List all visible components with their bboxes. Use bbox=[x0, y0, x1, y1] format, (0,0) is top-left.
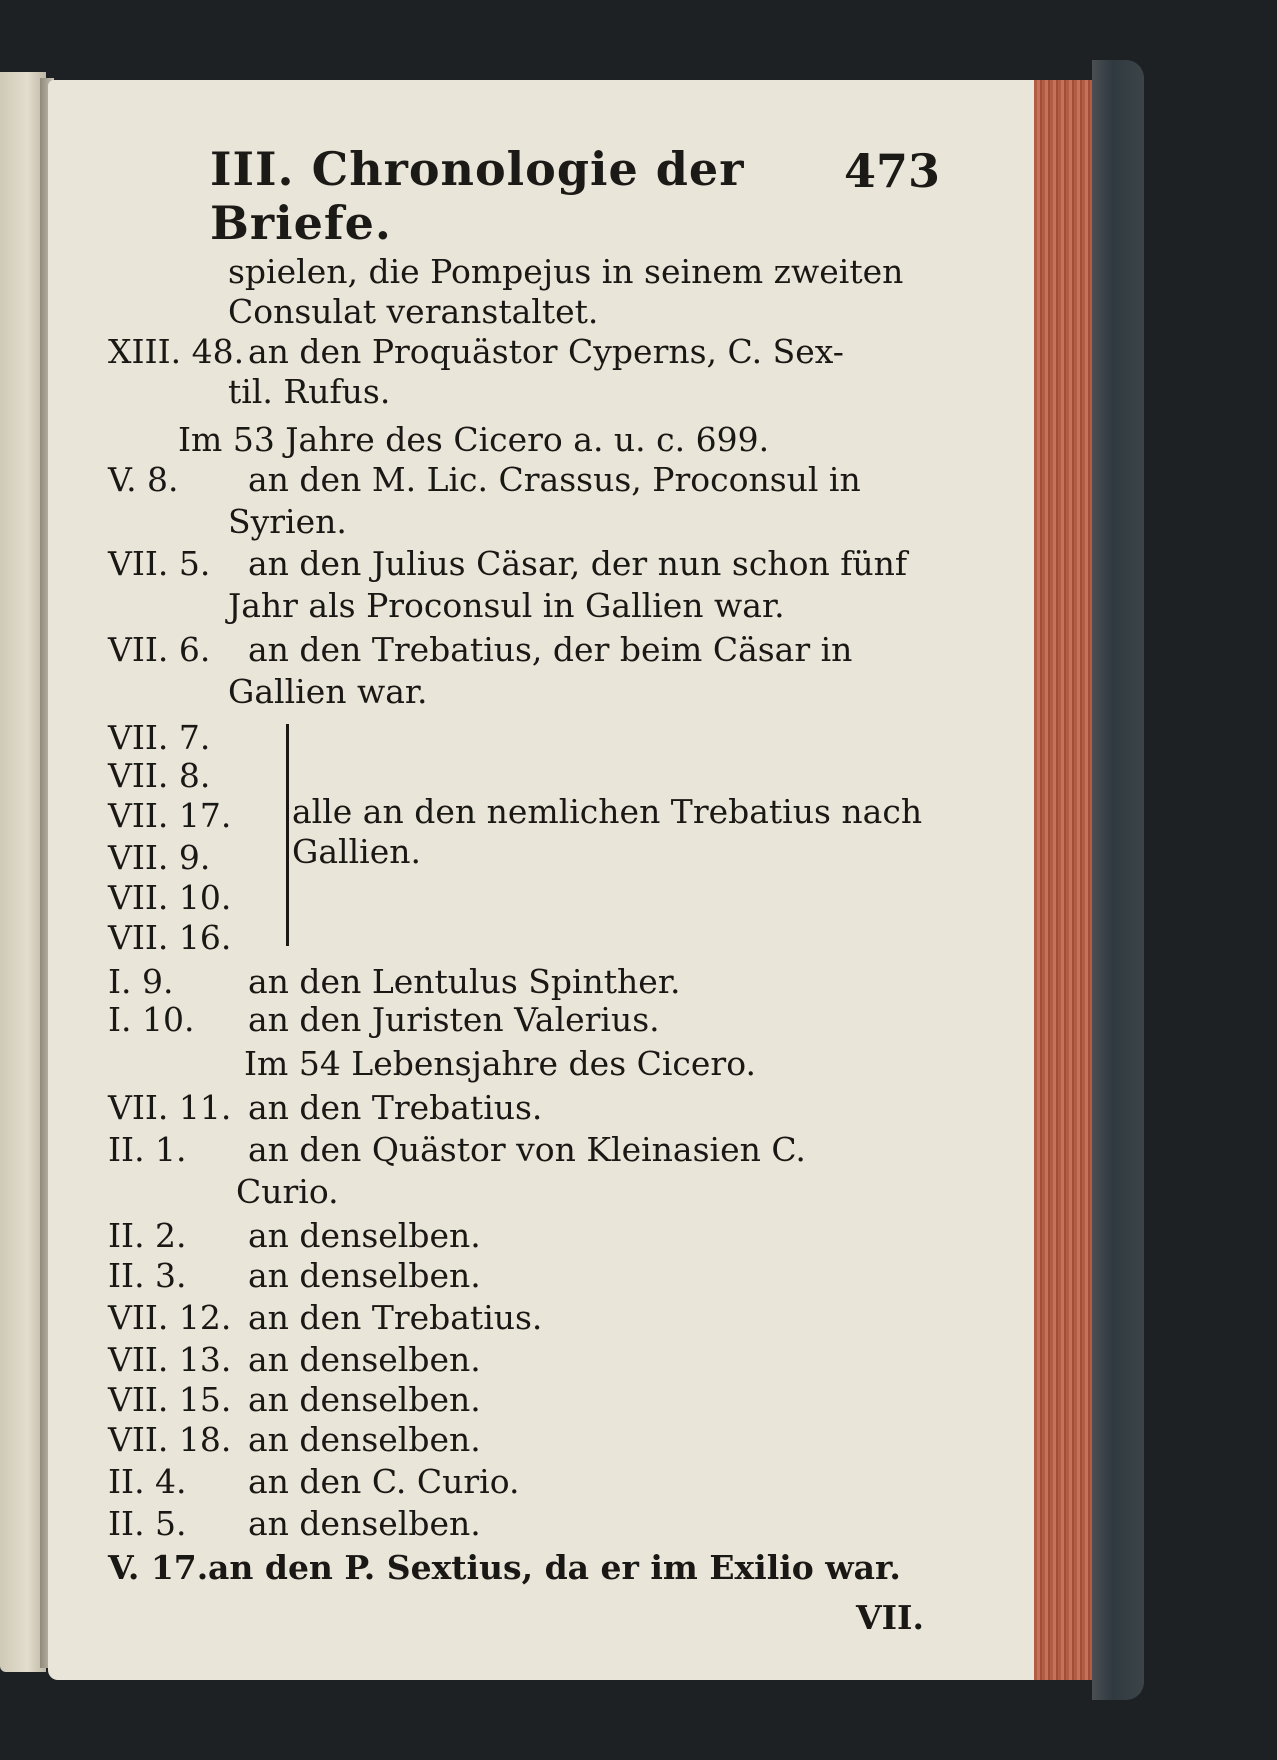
letter-desc: an den Trebatius. bbox=[248, 1298, 543, 1337]
letter-desc: an den Proquästor Cyperns, C. Sex- bbox=[248, 332, 844, 371]
letter-ref: VII. 12. bbox=[108, 1298, 232, 1337]
letter-ref: VII. 6. bbox=[108, 630, 211, 669]
letter-desc: an denselben. bbox=[248, 1340, 481, 1379]
group-bracket bbox=[272, 724, 289, 946]
letter-desc: an den Julius Cäsar, der nun schon fünf bbox=[248, 544, 908, 583]
list-item bbox=[108, 544, 907, 584]
year-heading: Im 53 Jahre des Cicero a. u. c. 699. bbox=[178, 420, 770, 459]
list-item bbox=[108, 1256, 481, 1296]
text-line: Gallien war. bbox=[228, 672, 428, 711]
letter-desc: an denselben. bbox=[248, 1504, 481, 1543]
letter-ref: VII. 15. bbox=[108, 1380, 232, 1419]
list-item bbox=[108, 1420, 481, 1460]
letter-ref: VII. 13. bbox=[108, 1340, 232, 1379]
list-item bbox=[108, 1088, 542, 1128]
letter-desc: an den Juristen Valerius. bbox=[248, 1000, 660, 1039]
letter-ref: II. 5. bbox=[108, 1504, 187, 1543]
text-line: Curio. bbox=[236, 1172, 339, 1211]
letter-desc: an den Trebatius, der beim Cäsar in bbox=[248, 630, 853, 669]
letter-ref: I. 10. bbox=[108, 1000, 195, 1039]
page-title: III. Chronologie der Briefe. bbox=[210, 142, 745, 250]
letter-ref: VII. 11. bbox=[108, 1088, 232, 1127]
letter-ref: VII. 5. bbox=[108, 544, 211, 583]
letter-desc: an den Trebatius. bbox=[248, 1088, 543, 1127]
letter-ref: II. 2. bbox=[108, 1216, 187, 1255]
list-item bbox=[108, 332, 844, 372]
list-item bbox=[108, 1462, 519, 1502]
group-ref: VII. 16. bbox=[108, 918, 232, 957]
letter-desc: an denselben. bbox=[248, 1380, 481, 1419]
letter-desc: an den Lentulus Spinther. bbox=[248, 962, 681, 1001]
list-item bbox=[108, 460, 861, 500]
group-desc bbox=[292, 792, 922, 872]
letter-ref: XIII. 48. bbox=[108, 332, 245, 371]
letter-desc: an denselben. bbox=[248, 1256, 481, 1295]
list-item bbox=[108, 1298, 542, 1338]
book-cover-edge bbox=[1092, 60, 1144, 1700]
list-item bbox=[108, 962, 680, 1002]
group-ref: VII. 9. bbox=[108, 838, 211, 877]
letter-ref: II. 4. bbox=[108, 1462, 187, 1501]
list-item bbox=[108, 1548, 901, 1588]
letter-ref: II. 1. bbox=[108, 1130, 187, 1169]
group-ref: VII. 7. bbox=[108, 718, 211, 757]
group-desc-line: Gallien. bbox=[292, 832, 421, 871]
letter-desc: an denselben. bbox=[248, 1216, 481, 1255]
letter-ref: V. 8. bbox=[108, 460, 179, 499]
group-ref: VII. 17. bbox=[108, 796, 232, 835]
letter-desc: an den M. Lic. Crassus, Proconsul in bbox=[248, 460, 861, 499]
page-fore-edge bbox=[1034, 80, 1092, 1680]
list-item bbox=[108, 1340, 481, 1380]
letter-desc: an den Quästor von Kleinasien C. bbox=[248, 1130, 806, 1169]
list-item bbox=[108, 1000, 660, 1040]
letter-desc: an denselben. bbox=[248, 1420, 481, 1459]
text-line: spielen, die Pompejus in seinem zweiten bbox=[228, 252, 904, 291]
group-ref: VII. 8. bbox=[108, 756, 211, 795]
page-number: 473 bbox=[843, 144, 940, 198]
letter-desc: an den P. Sextius, da er im Exilio war. bbox=[208, 1548, 901, 1587]
running-head bbox=[210, 142, 940, 250]
list-item bbox=[108, 1216, 481, 1256]
text-line: til. Rufus. bbox=[228, 372, 391, 411]
letter-ref: II. 3. bbox=[108, 1256, 187, 1295]
letter-ref: VII. 18. bbox=[108, 1420, 232, 1459]
list-item bbox=[108, 1130, 806, 1170]
text-line: Consulat veranstaltet. bbox=[228, 292, 599, 331]
text-line: Syrien. bbox=[228, 502, 347, 541]
text-line: Jahr als Proconsul in Gallien war. bbox=[228, 586, 785, 625]
letter-ref: I. 9. bbox=[108, 962, 174, 1001]
letter-desc: an den C. Curio. bbox=[248, 1462, 520, 1501]
list-item bbox=[108, 1504, 481, 1544]
year-heading: Im 54 Lebensjahre des Cicero. bbox=[244, 1044, 756, 1083]
group-desc-line: alle an den nemlichen Trebatius nach bbox=[292, 792, 923, 831]
list-item bbox=[108, 1380, 481, 1420]
catchword: VII. bbox=[856, 1598, 924, 1637]
group-ref: VII. 10. bbox=[108, 878, 232, 917]
letter-ref: V. 17. bbox=[108, 1548, 209, 1587]
list-item bbox=[108, 630, 852, 670]
